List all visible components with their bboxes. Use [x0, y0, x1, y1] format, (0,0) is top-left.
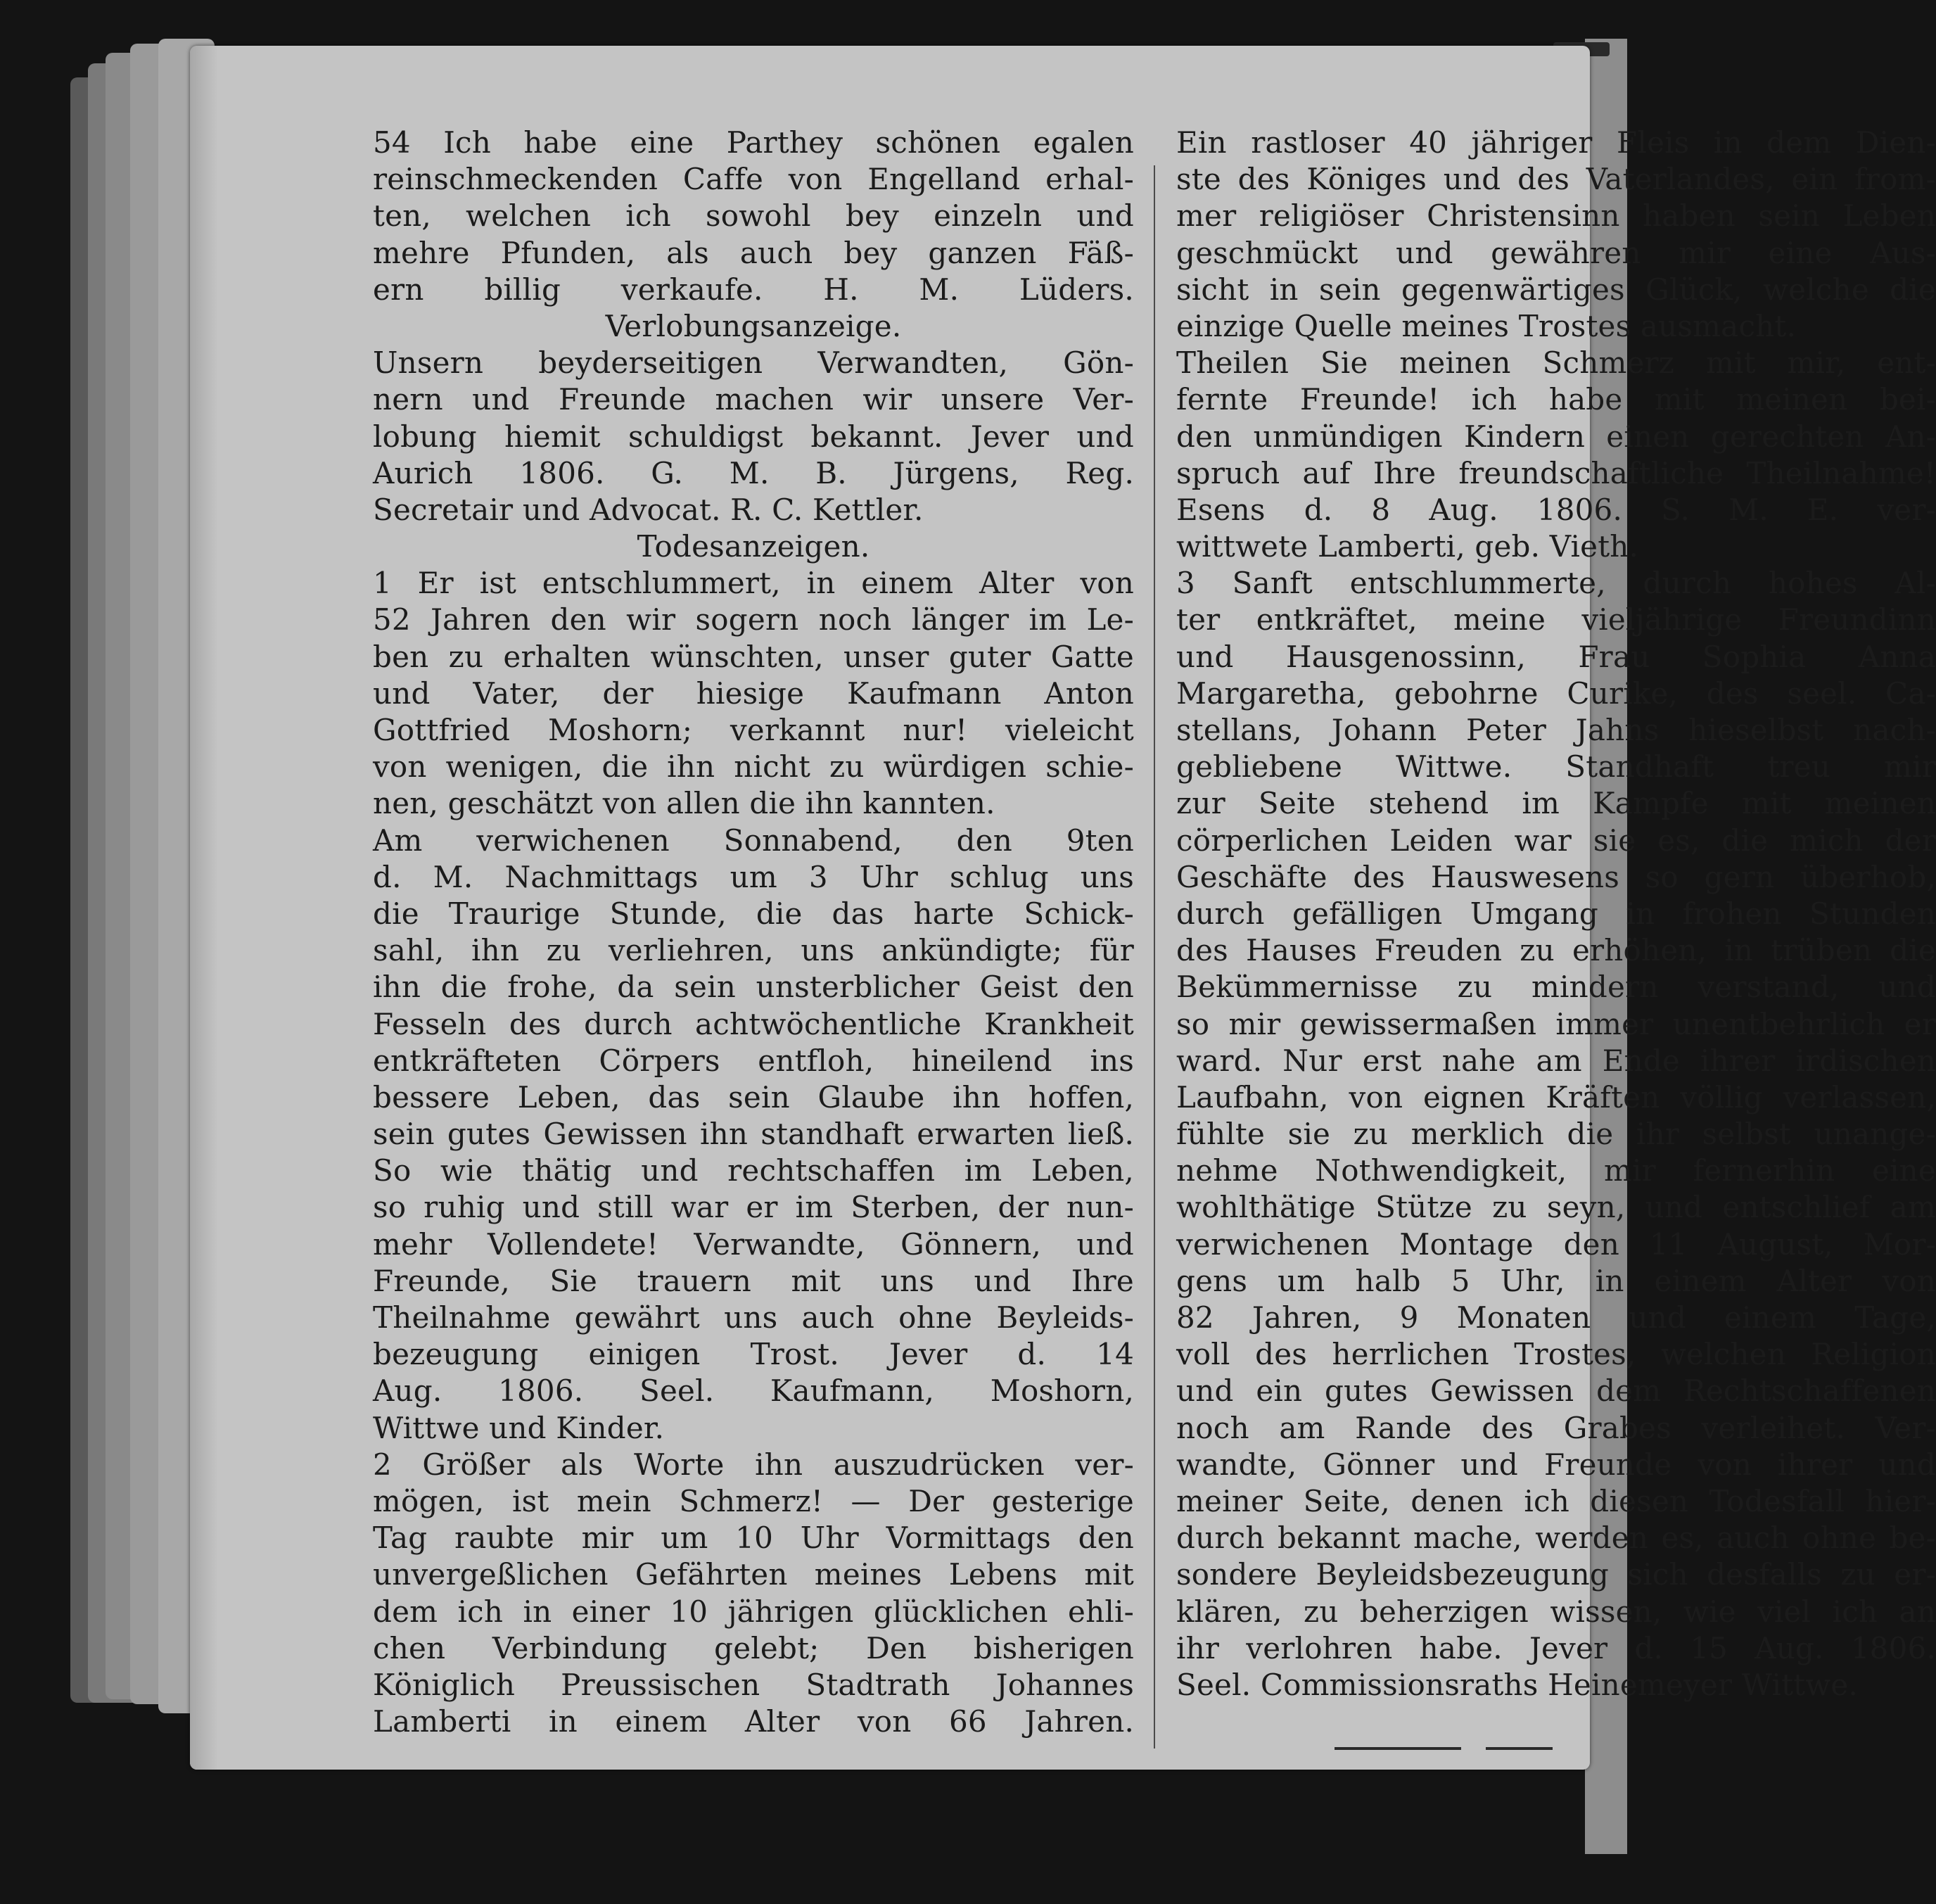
text-line: bezeugung einigen Trost. Jever d. 14: [373, 1337, 1134, 1372]
text-line: meiner Seite, denen ich diesen Todesfall hier-: [1176, 1483, 1936, 1518]
text-line: ten, welchen ich sowohl bey einzeln und: [373, 198, 1134, 234]
right-column: [1176, 125, 1936, 1703]
text-line: zur Seite stehend im Kampfe mit meinen: [1176, 786, 1936, 821]
text-line: und Hausgenossinn, Frau Sophia Anna: [1176, 639, 1936, 674]
text-line: mehre Pfunden, als auch bey ganzen Fäß-: [373, 235, 1134, 270]
text-line: einzige Quelle meines Trostes ausmacht.: [1176, 308, 1797, 343]
text-line: 3 Sanft entschlummerte, durch hohes Al-: [1176, 566, 1936, 601]
text-line: chen Verbindung gelebt; Den bisherigen: [373, 1630, 1134, 1665]
text-line: Verlobungsanzeige.: [605, 308, 902, 343]
text-line: gebliebene Wittwe. Standhaft treu mir: [1176, 749, 1936, 785]
text-line: nen, geschätzt von allen die ihn kannten.: [373, 786, 995, 821]
text-line: So wie thätig und rechtschaffen im Leben,: [373, 1153, 1134, 1188]
text-line: 82 Jahren, 9 Monaten und einem Tage,: [1176, 1300, 1936, 1335]
text-line: Margaretha, gebohrne Curike, des seel. Ca-: [1176, 675, 1936, 711]
text-line: bessere Leben, das sein Glaube ihn hoffen,: [373, 1079, 1134, 1115]
text-line: Theilen Sie meinen Schmerz mit mir, ent-: [1176, 345, 1936, 381]
text-line: geschmückt und gewähren mir eine Aus-: [1176, 235, 1936, 270]
text-line: mehr Vollendete! Verwandte, Gönnern, und: [373, 1226, 1134, 1262]
text-line: ward. Nur erst nahe am Ende ihrer irdischen: [1176, 1043, 1936, 1078]
text-line: Freunde, Sie trauern mit uns und Ihre: [373, 1263, 1134, 1298]
text-line: Tag raubte mir um 10 Uhr Vormittags den: [373, 1521, 1134, 1556]
text-line: entkräfteten Cörpers entfloh, hineilend ins: [373, 1043, 1134, 1078]
text-line: d. M. Nachmittags um 3 Uhr schlug uns: [373, 859, 1134, 894]
text-line: ihr verlohren habe. Jever d. 15 Aug. 1806.: [1176, 1630, 1936, 1665]
text-line: nehme Nothwendigkeit, mir fernerhin eine: [1176, 1153, 1936, 1188]
text-line: noch am Rande des Grabes verleihet. Ver-: [1176, 1410, 1936, 1445]
text-line: von wenigen, die ihn nicht zu würdigen schie-: [373, 749, 1134, 785]
text-line: stellans, Johann Peter Jahns hieselbst nach-: [1176, 713, 1936, 747]
text-line: sondere Beyleidsbezeugung sich desfalls zu er-: [1176, 1557, 1936, 1592]
text-line: wittwete Lamberti, geb. Vieth.: [1176, 529, 1639, 564]
text-line: Lamberti in einem Alter von 66 Jahren.: [373, 1704, 1134, 1739]
text-line: ste des Königes und des Vaterlandes, ein from-: [1176, 162, 1936, 197]
text-line: den unmündigen Kindern einen gerechten An-: [1176, 419, 1936, 454]
newspaper-page: [190, 46, 1936, 1770]
text-line: klären, zu beherzigen wissen, wie viel ich an: [1176, 1594, 1936, 1629]
text-line: Wittwe und Kinder.: [373, 1410, 665, 1445]
text-line: 52 Jahren den wir sogern noch länger im Le-: [373, 602, 1134, 637]
text-line: reinschmeckenden Caffe von Engelland erhal-: [373, 162, 1134, 197]
text-line: ter entkräftet, meine vieljährige Freundinn: [1176, 602, 1936, 637]
text-line: unvergeßlichen Gefährten meines Lebens mit: [373, 1557, 1134, 1592]
text-line: 1 Er ist entschlummert, in einem Alter von: [373, 566, 1134, 601]
text-line: 54 Ich habe eine Parthey schönen egalen: [373, 125, 1134, 160]
text-line: sicht in sein gegenwärtiges Glück, welche die: [1176, 272, 1936, 307]
text-line: so mir gewissermaßen immer unentbehrlich er: [1176, 1006, 1936, 1041]
text-line: die Traurige Stunde, die das harte Schick-: [373, 896, 1134, 931]
text-line: lobung hiemit schuldigst bekannt. Jever und: [373, 419, 1134, 454]
text-line: Unsern beyderseitigen Verwandten, Gön-: [373, 345, 1134, 381]
text-line: ben zu erhalten wünschten, unser guter Gatte: [373, 639, 1134, 674]
text-line: Gottfried Moshorn; verkannt nur! vieleicht: [373, 713, 1134, 747]
text-line: ihn die frohe, da sein unsterblicher Geist den: [373, 970, 1134, 1005]
text-line: mögen, ist mein Schmerz! — Der gesterige: [373, 1483, 1134, 1518]
text-line: sahl, ihn zu verliehren, uns ankündigte; für: [373, 933, 1134, 968]
text-line: ern billig verkaufe. H. M. Lüders.: [373, 272, 1134, 307]
end-rule: [1335, 1747, 1461, 1750]
text-line: Geschäfte des Hauswesens so gern überhob,: [1176, 859, 1936, 894]
text-line: Seel. Commissionsraths Heinemeyer Wittwe.: [1176, 1667, 1858, 1702]
text-line: so ruhig und still war er im Sterben, der nun-: [373, 1190, 1134, 1225]
end-rule: [1486, 1747, 1553, 1750]
text-line: Bekümmernisse zu mindern verstand, und: [1176, 970, 1936, 1005]
text-line: voll des herrlichen Trostes, welchen Religion: [1176, 1337, 1936, 1372]
text-line: Königlich Preussischen Stadtrath Johannes: [373, 1667, 1134, 1702]
text-line: durch bekannt mache, werden es, auch ohne be-: [1176, 1521, 1936, 1556]
text-line: Aug. 1806. Seel. Kaufmann, Moshorn,: [373, 1373, 1134, 1409]
text-line: fernte Freunde! ich habe mit meinen bei-: [1176, 382, 1936, 417]
text-line: sein gutes Gewissen ihn standhaft erwarten ließ.: [373, 1117, 1134, 1152]
text-line: wandte, Gönner und Freunde von ihrer und: [1176, 1447, 1936, 1482]
text-line: cörperlichen Leiden war sie es, die mich der: [1176, 823, 1936, 858]
text-line: mer religiöser Christensinn haben sein Leben: [1176, 198, 1936, 234]
text-line: nern und Freunde machen wir unsere Ver-: [373, 382, 1134, 417]
text-line: Theilnahme gewährt uns auch ohne Beyleids-: [373, 1300, 1134, 1335]
text-line: Esens d. 8 Aug. 1806. S. M. E. ver-: [1176, 492, 1936, 527]
text-line: verwichenen Montage den 11 August, Mor-: [1176, 1226, 1936, 1262]
column-divider: [1154, 165, 1155, 1748]
text-line: Aurich 1806. G. M. B. Jürgens, Reg.: [373, 455, 1134, 490]
text-line: und ein gutes Gewissen dem Rechtschaffenen: [1176, 1373, 1936, 1409]
left-column: [373, 125, 1134, 1740]
text-line: des Hauses Freuden zu erhöhen, in trüben die: [1176, 933, 1936, 968]
text-line: Todesanzeigen.: [637, 529, 870, 564]
text-line: spruch auf Ihre freundschaftliche Theilnahme!: [1176, 455, 1936, 490]
text-line: Ein rastloser 40 jähriger Fleis in dem Dien-: [1176, 125, 1936, 160]
text-line: 2 Größer als Worte ihn auszudrücken ver-: [373, 1447, 1134, 1482]
text-line: dem ich in einer 10 jährigen glücklichen ehli-: [373, 1594, 1134, 1629]
text-line: wohlthätige Stütze zu seyn, und entschlief am: [1176, 1190, 1936, 1225]
text-line: gens um halb 5 Uhr, in einem Alter von: [1176, 1263, 1936, 1298]
text-line: fühlte sie zu merklich die ihr selbst unange-: [1176, 1117, 1936, 1152]
text-line: Fesseln des durch achtwöchentliche Krankheit: [373, 1006, 1134, 1041]
text-line: Am verwichenen Sonnabend, den 9ten: [373, 823, 1134, 858]
text-line: Secretair und Advocat. R. C. Kettler.: [373, 492, 924, 527]
text-line: Laufbahn, von eignen Kräften völlig verlassen,: [1176, 1079, 1936, 1115]
text-line: und Vater, der hiesige Kaufmann Anton: [373, 675, 1134, 711]
text-line: durch gefälligen Umgang in frohen Stunden: [1176, 896, 1936, 931]
